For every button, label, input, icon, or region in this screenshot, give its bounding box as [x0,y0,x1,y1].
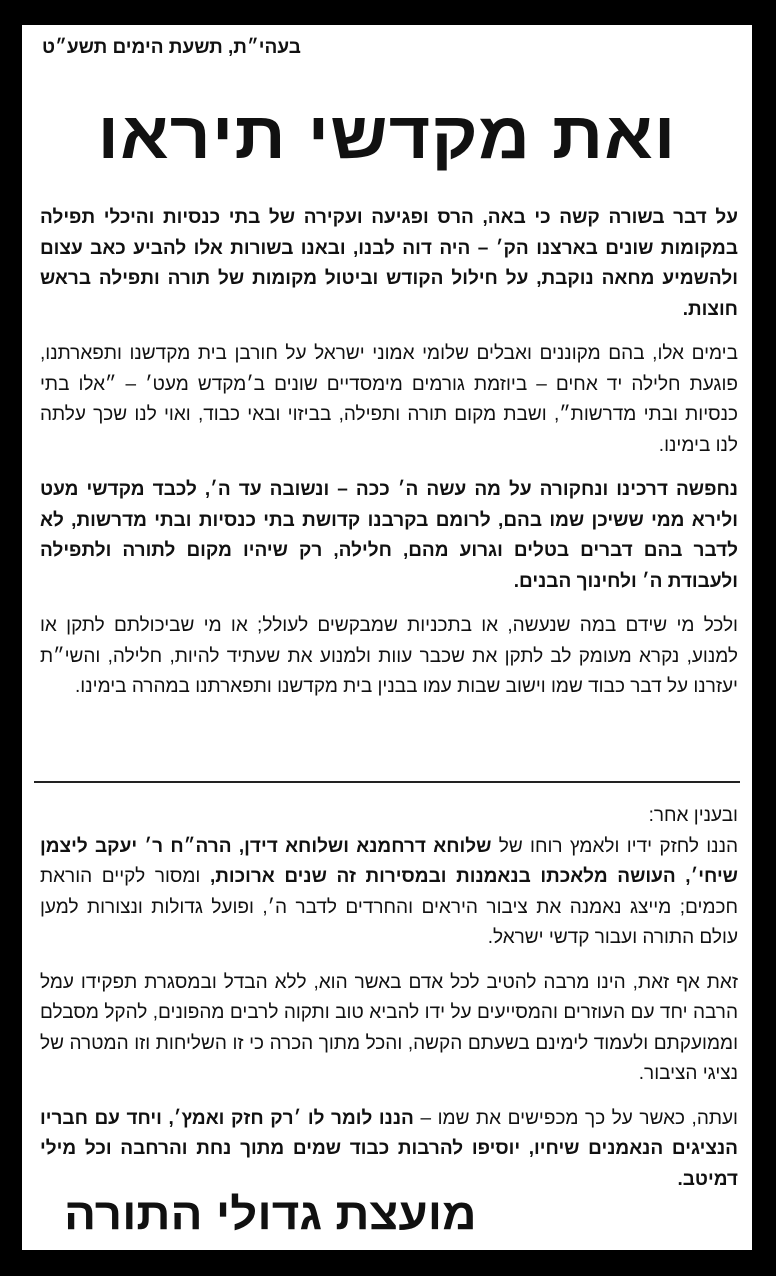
paragraph-support [40,832,738,954]
page-title: ואת מקדשי תיראו [97,98,677,172]
section-divider [34,781,740,783]
text-segment: ומסור לקיים הוראת חכמים; מייצג נאמנה את ציבור היראים והחרדים לדבר ה׳, ופועל גדולות ונצורות למען עולם התורה ועבור קדשי ישראל. [40,866,738,948]
text-segment: ועתה, כאשר על כך מכפישים את שמו – [413,1107,738,1129]
paragraph-call: ולכל מי שידם במה שנעשה, או בתכניות שמבקשים לעולל; או מי שביכולתם לתקן או למנוע, נקרא מעומק לב לתקן את שכבר עוות ולמנוע את שעתיד להיות, חלילה, והשי״ת יעזרנו על דבר כבוד שמו וישוב שבות עמו בבנין בית מקדשנו ותפארתנו במהרה בימינו. [40,615,738,697]
paragraph-repentance: נחפשה דרכינו ונחקורה על מה עשה ה׳ ככה – ונשובה עד ה׳, לכבד מקדשי מעט ולירא ממי ששיכן שמו בהם, לרומם בקרבנו קדושת בתי כנסיות ובתי מדרשות, לא לדבר בהם דברים בטלים וגרוע מהם, חלילה, רק שיהיו מקום לתורה ולתפילה ולעבודת ה׳ ולחינוך הבנים. [40,479,738,592]
text-segment-bold: שלוחא דרחמנא ושלוחא דידן, הרה״ח ר׳ יעקב ליצמן שיחי׳, העושה מלאכתו בנאמנות ובמסירות זה שנים ארוכות, [40,835,738,887]
section-intro: ובענין אחר: [648,805,738,826]
section-main [40,203,738,717]
section-support [40,801,738,1209]
dateline: בעהי״ת, תשעת הימים תשע״ט [42,37,301,58]
paragraph-protest: על דבר בשורה קשה כי באה, הרס ופגיעה ועקירה של בתי כנסיות והיכלי תפילה במקומות שונים בארצנו הק׳ – היה דוה לבנו, ובאנו בשורות אלו להביע כאב עצום ולהשמיע מחאה נוקבת, על חילול הקודש וביטול מקומות של תורה ותפילה בראש חוצות. [40,207,738,320]
text-segment: הננו לחזק ידיו ולאמץ רוחו של [491,835,738,857]
text-segment-bold: הננו לומר לו ׳רק חזק ואמץ׳, ויחד עם חבריו הנציגים הנאמנים שיחיו, יוסיפו להרבות כבוד שמים מתוך נחת והרחבה וכל מילי דמיטב. [40,1107,738,1190]
notice-page [22,25,752,1250]
paragraph-mourning: בימים אלו, בהם מקוננים ואבלים שלומי אמוני ישראל על חורבן בית מקדשנו ותפארתנו, פוגעת חלילה יד אחים – ביוזמת גורמים מימסדיים שונים ב׳מקדש מעט׳ – ״אלו בתי כנסיות ובתי מדרשות״, ושבת מקום תורה ותפילה, בביזוי ובאי כבוד, ואוי לנו שכך עלתה לנו בימינו. [40,343,738,456]
paragraph-encouragement [40,1104,738,1196]
paragraph-deeds: זאת אף זאת, הינו מרבה להטיב לכל אדם באשר הוא, ללא הבדל ובמסגרת תפקידו עמל הרבה יחד עם העוזרים והמסייעים על ידו להביא טוב ותקוה לרבים מהפונים, להקל מסבלם וממועקתם ולעמוד לימינם בשעתם הקשה, והכל מתוך הכרה כי זו השליחות וזו המטרה של נציגי הציבור. [40,971,738,1084]
signature: מועצת גדולי התורה [64,1190,477,1239]
